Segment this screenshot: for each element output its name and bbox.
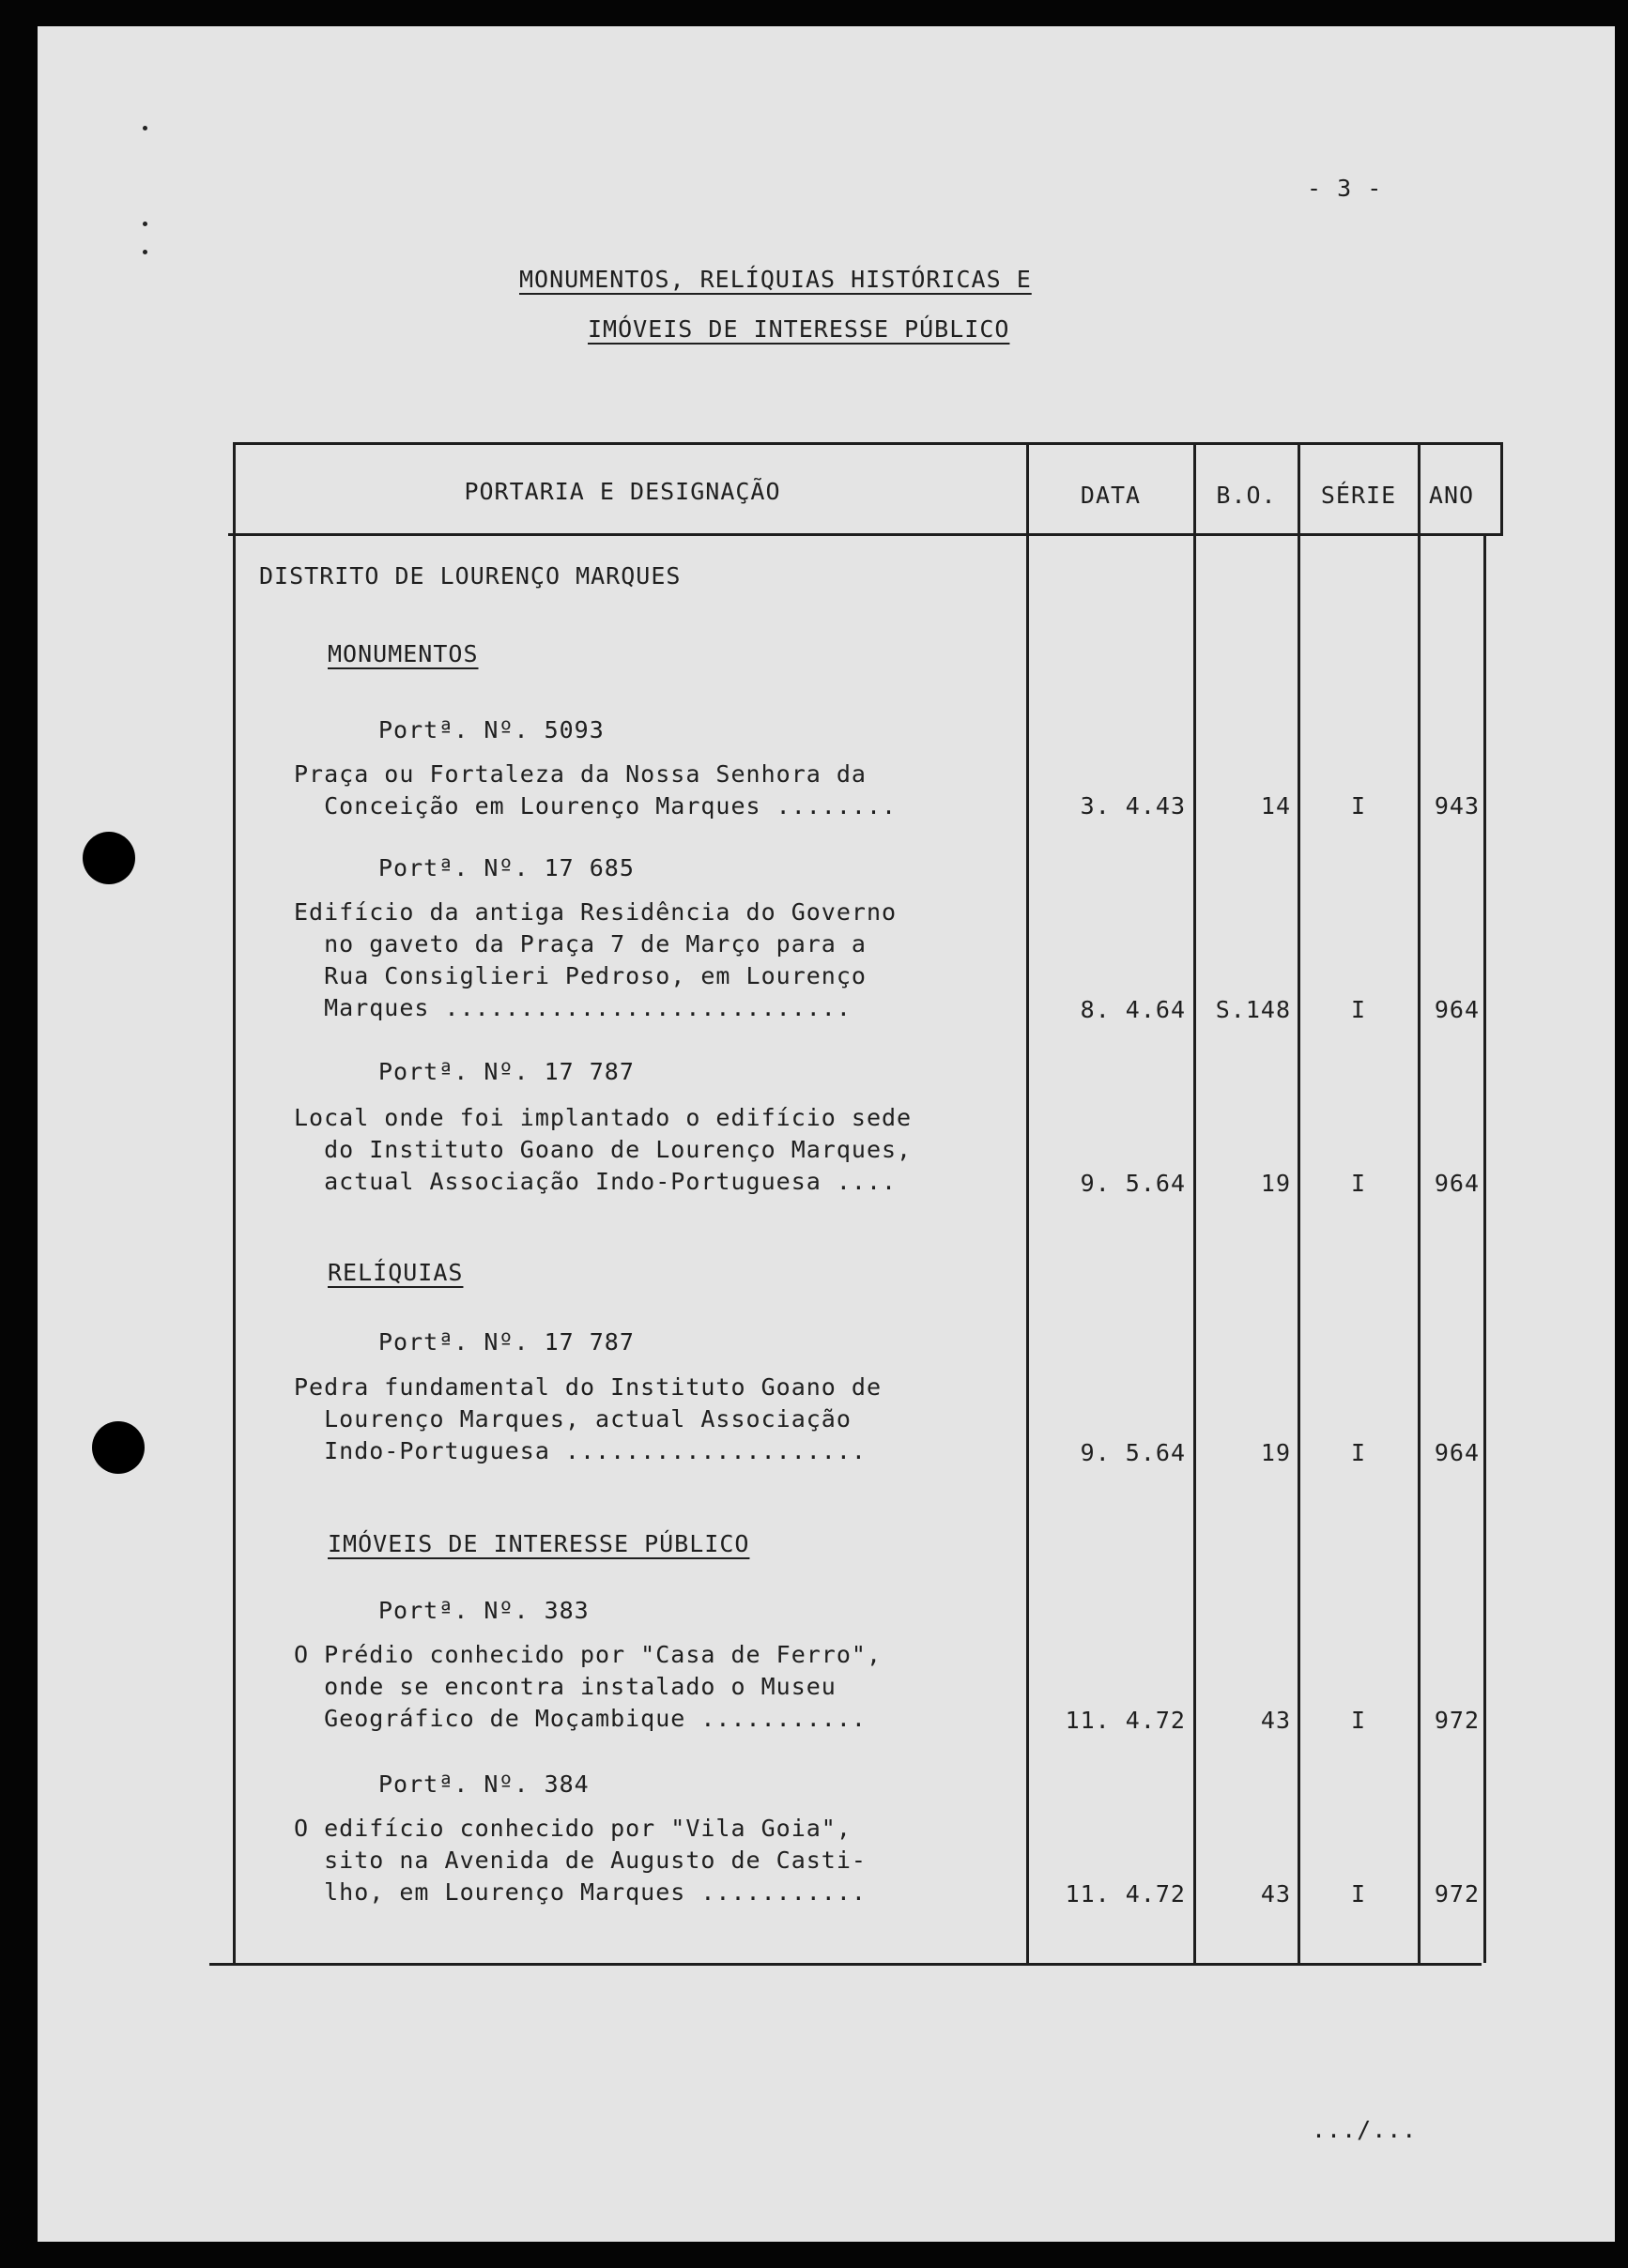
entry-bo: 19 — [1260, 1439, 1291, 1466]
continuation-mark: .../... — [1312, 2116, 1418, 2143]
entry-date: 3. 4.43 — [1080, 792, 1186, 820]
header-bottom-border — [228, 533, 1502, 536]
entry-serie: I — [1350, 1880, 1367, 1908]
header-bo: B.O. — [1216, 482, 1277, 509]
entry-text-line: actual Associação Indo-Portuguesa .... — [294, 1168, 898, 1195]
entry-bo: 43 — [1260, 1707, 1291, 1734]
punch-hole — [83, 832, 135, 884]
speck — [143, 222, 147, 226]
entry-text-line: Local onde foi implantado o edifício sede — [294, 1104, 913, 1131]
entry-text-line: O Prédio conhecido por "Casa de Ferro", — [294, 1641, 882, 1668]
entry-text-line: Marques ........................... — [294, 994, 852, 1021]
entry-date: 9. 5.64 — [1080, 1170, 1186, 1197]
section-title: RELÍQUIAS — [328, 1259, 464, 1286]
entry-text-line: Lourenço Marques, actual Associação — [294, 1405, 852, 1433]
table-right-border — [1500, 442, 1503, 536]
entry-text-line: Conceição em Lourenço Marques ........ — [294, 792, 898, 820]
entry-bo: 14 — [1260, 792, 1291, 820]
monuments-table — [228, 442, 1503, 1968]
entry-bo: 43 — [1260, 1880, 1291, 1908]
entry-text-line: lho, em Lourenço Marques ........... — [294, 1878, 867, 1906]
entry-text-line: sito na Avenida de Augusto de Casti- — [294, 1847, 867, 1874]
entry-ano: 964 — [1434, 996, 1480, 1023]
entry-date: 8. 4.64 — [1080, 996, 1186, 1023]
entry-text-line: O edifício conhecido por "Vila Goia", — [294, 1815, 852, 1842]
speck — [143, 250, 147, 254]
entry-text-line: Rua Consiglieri Pedroso, em Lourenço — [294, 962, 867, 989]
section-title: MONUMENTOS — [328, 640, 479, 667]
entry-bo: S.148 — [1215, 996, 1291, 1023]
section-title: IMÓVEIS DE INTERESSE PÚBLICO — [328, 1530, 750, 1557]
speck — [143, 126, 147, 130]
portaria-number: Portª. Nº. 384 — [378, 1770, 590, 1798]
document-page — [38, 26, 1615, 2242]
entry-text-line: Indo-Portuguesa .................... — [294, 1437, 867, 1464]
entry-bo: 19 — [1260, 1170, 1291, 1197]
entry-date: 9. 5.64 — [1080, 1439, 1186, 1466]
portaria-number: Portª. Nº. 17 787 — [378, 1328, 635, 1356]
header-designation: PORTARIA E DESIGNAÇÃO — [464, 478, 781, 505]
entry-text-line: Geográfico de Moçambique ........... — [294, 1705, 867, 1732]
entry-text-line: Edifício da antiga Residência do Governo — [294, 898, 898, 926]
entry-ano: 964 — [1434, 1170, 1480, 1197]
entry-date: 11. 4.72 — [1065, 1880, 1186, 1908]
entry-serie: I — [1350, 1707, 1367, 1734]
entry-text-line: do Instituto Goano de Lourenço Marques, — [294, 1136, 913, 1163]
entry-ano: 943 — [1434, 792, 1480, 820]
header-ano: ANO — [1428, 482, 1475, 509]
table-right-border-lower — [1483, 536, 1486, 1963]
table-top-border — [233, 442, 1502, 445]
entry-serie: I — [1350, 792, 1367, 820]
column-divider-serie — [1298, 442, 1300, 1963]
entry-text-line: no gaveto da Praça 7 de Março para a — [294, 930, 867, 958]
portaria-number: Portª. Nº. 5093 — [378, 716, 605, 743]
punch-hole — [92, 1421, 145, 1474]
entry-serie: I — [1350, 996, 1367, 1023]
portaria-number: Portª. Nº. 383 — [378, 1597, 590, 1624]
entry-ano: 972 — [1434, 1707, 1480, 1734]
entry-text-line: Praça ou Fortaleza da Nossa Senhora da — [294, 760, 867, 788]
column-divider-date — [1026, 442, 1029, 1963]
table-left-border — [233, 442, 236, 1963]
district-heading: DISTRITO DE LOURENÇO MARQUES — [259, 562, 682, 590]
portaria-number: Portª. Nº. 17 685 — [378, 854, 635, 881]
entry-ano: 972 — [1434, 1880, 1480, 1908]
table-bottom-border — [209, 1963, 1482, 1966]
title-line-2: IMÓVEIS DE INTERESSE PÚBLICO — [588, 315, 1010, 343]
entry-serie: I — [1350, 1439, 1367, 1466]
header-date: DATA — [1080, 482, 1142, 509]
entry-serie: I — [1350, 1170, 1367, 1197]
column-divider-bo — [1193, 442, 1196, 1963]
portaria-number: Portª. Nº. 17 787 — [378, 1058, 635, 1085]
column-divider-ano — [1418, 442, 1421, 1963]
entry-text-line: Pedra fundamental do Instituto Goano de — [294, 1373, 882, 1401]
entry-text-line: onde se encontra instalado o Museu — [294, 1673, 837, 1700]
header-serie: SÉRIE — [1320, 482, 1397, 509]
entry-ano: 964 — [1434, 1439, 1480, 1466]
page-number: - 3 - — [1307, 175, 1383, 202]
title-line-1: MONUMENTOS, RELÍQUIAS HISTÓRICAS E — [519, 266, 1032, 293]
entry-date: 11. 4.72 — [1065, 1707, 1186, 1734]
